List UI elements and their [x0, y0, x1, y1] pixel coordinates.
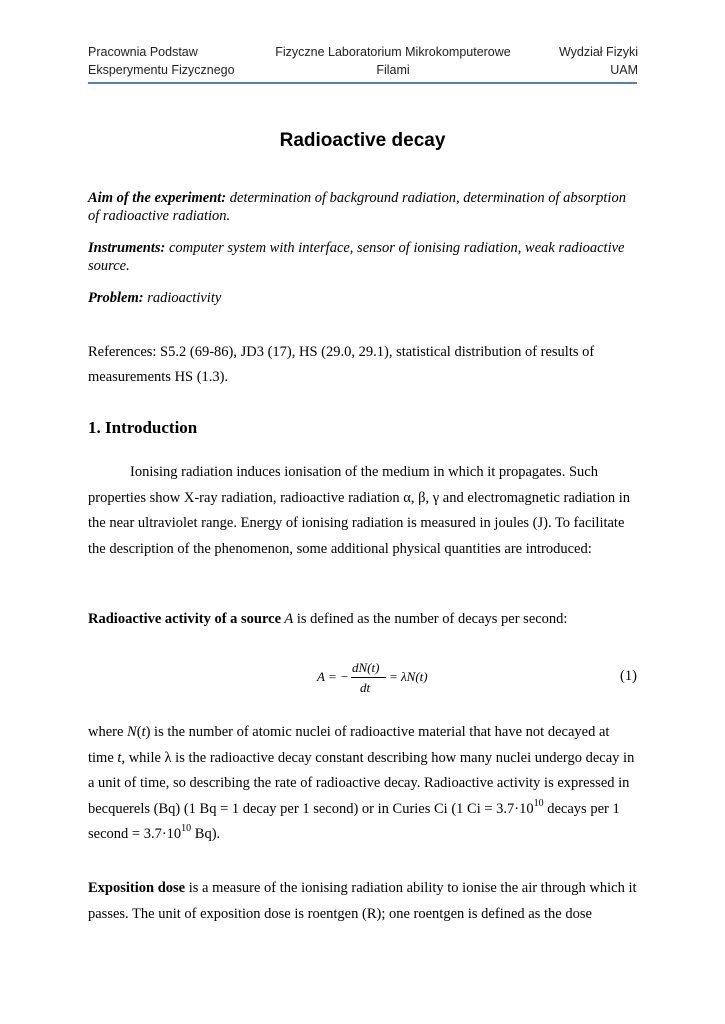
- where-paragraph: [88, 720, 638, 848]
- problem-text: radioactivity: [143, 290, 222, 306]
- where-text-f: Bq).: [191, 826, 221, 842]
- where-var-t1: t: [141, 724, 146, 740]
- activity-variable: A: [281, 611, 294, 627]
- where-exponent-2: 10: [181, 823, 192, 835]
- equation-fraction-bar: [351, 677, 386, 678]
- header-center-line1: Fizyczne Laboratorium Mikrokomputerowe: [275, 45, 511, 59]
- instruments-label: Instruments:: [88, 240, 166, 256]
- equation-numerator: dN(t): [352, 660, 380, 675]
- references-paragraph: References: S5.2 (69-86), JD3 (17), HS (29.0, 29.1), statistical distribution of results of measurements HS (1.3).: [88, 344, 595, 385]
- where-text-b: (: [136, 724, 142, 740]
- instruments-paragraph: [88, 239, 638, 275]
- aim-label: Aim of the experiment:: [88, 190, 227, 206]
- exposition-label: Exposition dose: [88, 880, 186, 896]
- instruments-text: computer system with interface, sensor of ionising radiation, weak radioactive source.: [88, 240, 625, 274]
- activity-label: Radioactive activity of a source: [88, 611, 282, 627]
- equation-rhs: = λN(t): [389, 669, 428, 684]
- exposition-text: is a measure of the ionising radiation ability to ionise the air through which it passes. The unit of exposition dose is roentgen (R); one roentgen is defined as the dose: [88, 880, 637, 922]
- header-right-line2: UAM: [610, 63, 638, 77]
- aim-paragraph: [88, 189, 638, 225]
- activity-definition: [88, 609, 638, 629]
- intro-paragraph: Ionising radiation induces ionisation of the medium in which it propagates. Such properties show X-ray radiation, radioactive radiation α, β, γ and electromagnetic radiation in the near ultraviolet range. Energy of ionising radiation is measured in joules (J). To facilitate the description of the phenomenon, some additional physical quantities are introduced:: [88, 464, 630, 557]
- aim-text: determination of background radiation, determination of absorption of radioactive radiation.: [88, 190, 626, 224]
- equation-1: [317, 660, 477, 696]
- activity-text: is defined as the number of decays per second:: [293, 611, 568, 627]
- where-text-d: , while λ is the radioactive decay constant describing how many nuclei undergo decay in a unit of time, so describing the rate of radioactive decay. Radioactive activity is expressed in becquerels (Bq) (1 Bq = 1 decay per 1 second) or in Curies Ci (1 Ci = 3.7·10: [88, 749, 635, 817]
- header-left-line1: Pracownia Podstaw: [88, 45, 198, 59]
- where-text-e: decays per 1 second = 3.7·10: [88, 800, 620, 842]
- header-center: [258, 43, 528, 79]
- where-text-c: ) is the number of atomic nuclei of radioactive material that have not decayed at time: [88, 724, 610, 766]
- where-text-a: where: [88, 724, 128, 740]
- header-center-line2: Filami: [376, 63, 410, 77]
- header-left-line2: Eksperymentu Fizycznego: [88, 63, 235, 77]
- document-title: Radioactive decay: [279, 130, 446, 151]
- where-var-n: N: [127, 724, 137, 740]
- equation-denominator: dt: [360, 680, 371, 695]
- equation-lhs: A = −: [317, 669, 349, 684]
- problem-label: Problem:: [88, 290, 144, 306]
- section-heading-introduction: 1. Introduction: [88, 418, 198, 437]
- header-left: [88, 43, 235, 79]
- exposition-paragraph: [88, 876, 638, 927]
- header-right: [559, 43, 638, 79]
- equation-number: (1): [620, 668, 637, 684]
- problem-paragraph: [88, 289, 638, 307]
- where-var-t2: t: [117, 749, 122, 766]
- where-exponent-1: 10: [533, 797, 544, 809]
- header-divider: [88, 82, 637, 84]
- header-right-line1: Wydział Fizyki: [558, 45, 638, 59]
